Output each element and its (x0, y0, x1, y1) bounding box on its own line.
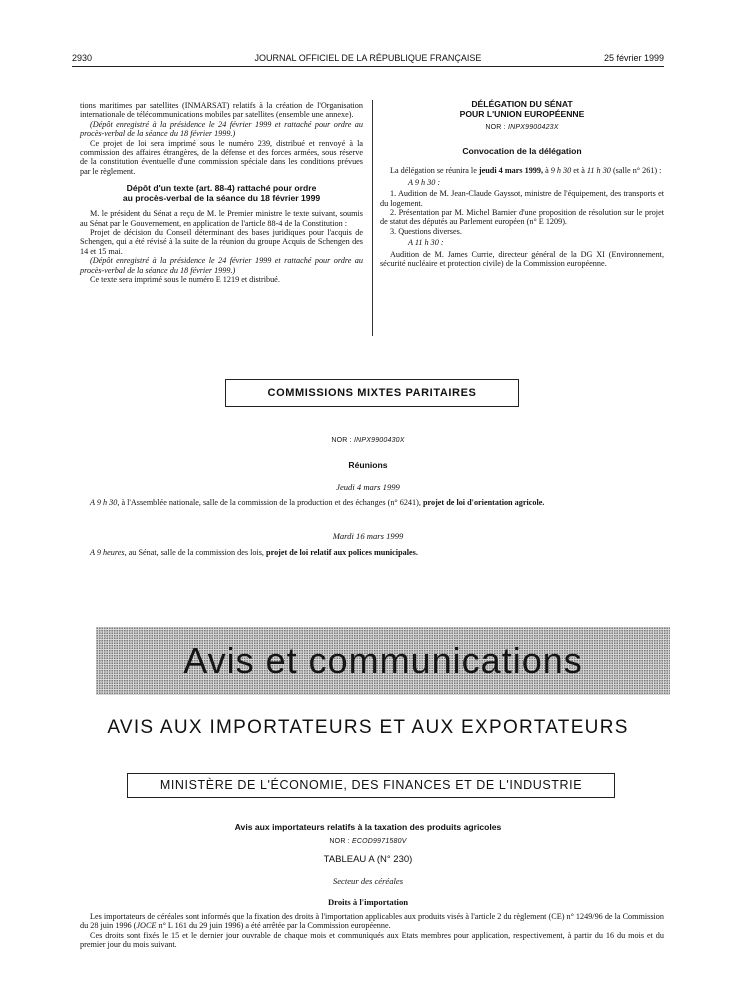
meeting-date: Mardi 16 mars 1999 (332, 531, 404, 541)
header-date: 25 février 1999 (603, 53, 664, 63)
paragraph: tions maritimes par satellites (INMARSAT) relatifs à la création de l'Organisation internationale de télécommunications mobiles par satellites (ensemble une annexe). (80, 101, 363, 120)
deposit-note: (Dépôt enregistré à la présidence le 24 février 1999 et rattaché pour ordre au procès-verbal de la séance du 18 février 1999.) (80, 119, 363, 139)
section-label: Droits à l'importation (327, 897, 409, 907)
nor-reference: NOR : ECOD9971580V (329, 838, 407, 845)
banner-title: Avis et communications (183, 640, 583, 681)
section-heading: Dépôt d'un texte (art. 88-4) rattaché pour ordre au procès-verbal de la séance du 18 février 1999 (122, 183, 321, 204)
deposit-note: (Dépôt enregistré à la présidence le 24 février 1999 et rattaché pour ordre au procès-verbal de la séance du 18 février 1999.) (80, 256, 363, 275)
meeting-entry: A 9 heures, au Sénat, salle de la commission des lois, projet de loi relatif aux polices municipales. (90, 548, 418, 557)
column-divider (372, 100, 373, 336)
left-column (80, 101, 363, 285)
meeting-date: Jeudi 4 mars 1999 (336, 482, 400, 492)
convocation-intro: La délégation se réunira le jeudi 4 mars 1999, à 9 h 30 et à 11 h 30 (salle n° 261) : (390, 166, 662, 176)
notice-body: Les importateurs de céréales sont informés que la fixation des droits à l'importation applicables aux produits visés à l'article 2 du règlement (CE) n° 1249/96 de la Commission du 28 juin 1996 (JOCE n° L 161 du 29 juin 1996) a été arrêtée par la Commission européenne. Ces droits sont fixés le 15 et le dernier jour ouvrable de chaque mois et communiqués aux Etats membres pour application, respectivement, à partir du 16 du mois et du premier jour du mois suivant. (80, 912, 664, 950)
paragraph: Ce projet de loi sera imprimé sous le numéro 239, distribué et renvoyé à la commission des affaires étrangères, de la défense et des forces armées, sous réserve de la constitution éventuelle d'une commission spéciale dans les conditions prévues par le règlement. (80, 138, 363, 176)
notice-subtitle: Avis aux importateurs relatifs à la taxation des produits agricoles (234, 822, 502, 832)
agenda-item: 2. Présentation par M. Michel Barnier d'une proposition de résolution sur le projet de statut des députés au Parlement européen (n° E 1209). (380, 208, 664, 227)
journal-title: JOURNAL OFFICIEL DE LA RÉPUBLIQUE FRANÇAISE (254, 53, 482, 63)
time-slot: A 11 h 30 : (408, 238, 444, 248)
paragraph: Ce texte sera imprimé sous le numéro E 1219 et distribué. (90, 275, 280, 285)
cmp-box-title: COMMISSIONS MIXTES PARITAIRES (225, 379, 519, 407)
nor-reference: NOR : INPX9900423X (485, 124, 559, 131)
section-title: AVIS AUX IMPORTATEURS ET AUX EXPORTATEURS (107, 717, 629, 738)
agenda-item: 3. Questions diverses. (390, 226, 462, 236)
convocation-heading: Convocation de la délégation (462, 146, 582, 157)
nor-reference: NOR : INPX9900430X (331, 437, 405, 444)
meetings-heading: Réunions (348, 460, 388, 470)
sector-label: Secteur des céréales (332, 876, 404, 886)
header-rule (72, 66, 664, 67)
agenda-item: Audition de M. James Currie, directeur général de la DG XI (Environnement, sécurité nucléaire et protection civile) de la Commission européenne. (380, 249, 664, 269)
page-number: 2930 (72, 53, 93, 63)
paragraph: Projet de décision du Conseil déterminant des bases juridiques pour l'acquis de Schengen, qui a été révisé à la suite de la réunion du groupe Acquis de Schengen des 14 et 15 mai. (80, 228, 363, 256)
ministry-box: MINISTÈRE DE L'ÉCONOMIE, DES FINANCES ET DE L'INDUSTRIE (127, 773, 615, 798)
time-slot: A 9 h 30 : (408, 177, 441, 187)
agenda-item: 1. Audition de M. Jean-Claude Gayssot, ministre de l'équipement, des transports et du logement. (380, 189, 664, 208)
meeting-entry: A 9 h 30, à l'Assemblée nationale, salle de la commission de la production et des échanges (n° 6241), projet de loi d'orientation agricole. (90, 498, 545, 507)
delegation-title: DÉLÉGATION DU SÉNAT POUR L'UNION EUROPÉENNE (459, 99, 585, 119)
right-column (380, 99, 664, 268)
paragraph: M. le président du Sénat a reçu de M. le Premier ministre le texte suivant, soumis au Sénat par le Gouvernement, en application de l'article 88-4 de la Constitution : (80, 209, 363, 228)
table-label: TABLEAU A (N° 230) (323, 854, 413, 865)
